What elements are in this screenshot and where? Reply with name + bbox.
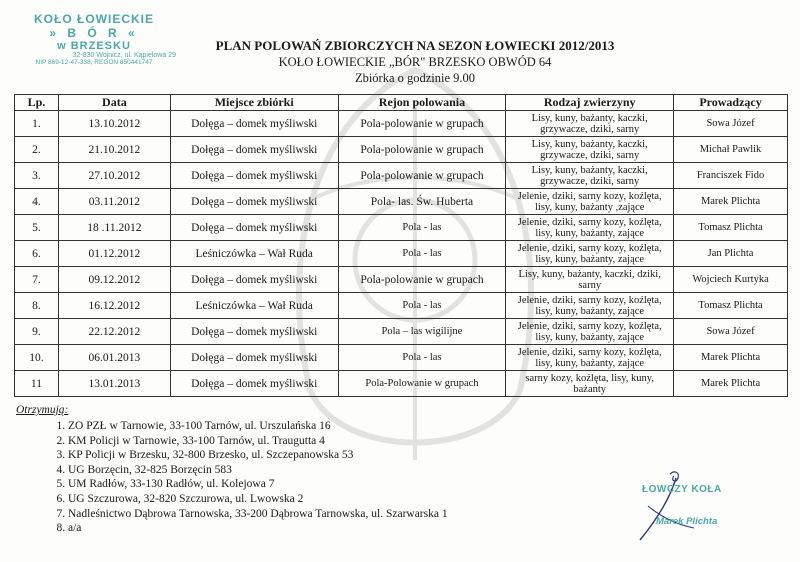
row-place: Dołęga – domek myśliwski	[170, 215, 338, 241]
column-header-date: Data	[58, 95, 170, 111]
row-place: Dołęga – domek myśliwski	[170, 163, 338, 189]
row-game: Jelenie, dziki, sarny kozy, koźlęta, lisy, kuny, bażanty, zające	[506, 293, 674, 319]
club-stamp-address: 32-830 Wojnicz, ul. Kąpielowa 29	[72, 52, 176, 59]
row-area: Pola - las	[338, 215, 506, 241]
row-leader: Franciszek Fido	[674, 163, 788, 189]
row-leader: Tomasz Plichta	[674, 215, 788, 241]
row-leader: Jan Plichta	[674, 241, 788, 267]
document-header	[180, 38, 650, 86]
row-date: 21.10.2012	[58, 137, 170, 163]
row-game: Jelenie, dziki, sarny kozy, koźlęta, lisy, kuny, bażanty, zające	[506, 215, 674, 241]
list-item: 4. UG Borzęcin, 32-825 Borzęcin 583	[68, 463, 448, 478]
club-stamp-line1: KOŁO ŁOWIECKIE	[34, 12, 154, 26]
row-area: Pola- las. Św. Huberta	[338, 189, 506, 215]
row-place: Dołęga – domek myśliwski	[170, 319, 338, 345]
meeting-time: Zbiórka o godzinie 9.00	[354, 71, 476, 85]
row-leader: Marek Plichta	[674, 371, 788, 397]
row-place: Leśniczówka – Wał Ruda	[170, 241, 338, 267]
recipients-heading: Otrzymują:	[16, 404, 69, 416]
recipients-section	[16, 404, 448, 536]
row-date: 16.12.2012	[58, 293, 170, 319]
club-stamp-line3: w BRZESKU	[57, 40, 131, 52]
row-lp: 10.	[15, 345, 59, 371]
row-leader: Tomasz Plichta	[674, 293, 788, 319]
row-lp: 9.	[15, 319, 59, 345]
signature-stamp-name: Marek Plichta	[656, 516, 718, 527]
row-area: Pola - las	[338, 345, 506, 371]
row-date: 27.10.2012	[58, 163, 170, 189]
row-leader: Marek Plichta	[674, 345, 788, 371]
table-header-row	[15, 95, 788, 111]
column-header-place: Miejsce zbiórki	[170, 95, 338, 111]
table-row	[15, 137, 788, 163]
row-place: Dołęga – domek myśliwski	[170, 371, 338, 397]
list-item: 3. KP Policji w Brzesku, 32-800 Brzesko, ul. Szczepanowska 53	[68, 448, 448, 463]
row-area: Pola-Polowanie w grupach	[338, 371, 506, 397]
row-game: Lisy, kuny, bażanty, kaczki, grzywacze, dziki, sarny	[506, 137, 674, 163]
row-area: Pola-polowanie w grupach	[338, 163, 506, 189]
list-item: 7. Nadleśnictwo Dąbrowa Tarnowska, 33-200 Dąbrowa Tarnowska, ul. Szarwarska 1	[68, 507, 448, 522]
row-place: Leśniczówka – Wał Ruda	[170, 293, 338, 319]
table-row	[15, 163, 788, 189]
row-date: 13.10.2012	[58, 111, 170, 137]
club-stamp-nip: NIP 869-12-47-338, REGON 850441747	[35, 59, 153, 66]
list-item: 6. UG Szczurowa, 32-820 Szczurowa, ul. Lwowska 2	[68, 492, 448, 507]
row-area: Pola – las wigilijne	[338, 319, 506, 345]
hunting-plan-table	[14, 94, 788, 397]
row-game: Jelenie, dziki, sarny kozy, koźlęta, lisy, kuny, bażanty, zające	[506, 319, 674, 345]
row-lp: 11	[15, 371, 59, 397]
row-date: 18 .11.2012	[58, 215, 170, 241]
row-place: Dołęga – domek myśliwski	[170, 111, 338, 137]
row-date: 01.12.2012	[58, 241, 170, 267]
table-row	[15, 215, 788, 241]
row-date: 09.12.2012	[58, 267, 170, 293]
row-lp: 1.	[15, 111, 59, 137]
column-header-lp: Lp.	[15, 95, 59, 111]
table-row	[15, 293, 788, 319]
list-item: 5. UM Radłów, 33-130 Radłów, ul. Kolejowa 7	[68, 477, 448, 492]
row-place: Dołęga – domek myśliwski	[170, 189, 338, 215]
row-game: Jelenie, dziki, sarny kozy, koźlęta, lisy, kuny, bażanty ,zające	[506, 189, 674, 215]
row-date: 22.12.2012	[58, 319, 170, 345]
column-header-leader: Prowadzący	[674, 95, 788, 111]
table-row	[15, 267, 788, 293]
row-lp: 2.	[15, 137, 59, 163]
column-header-area: Rejon polowania	[338, 95, 506, 111]
table-row	[15, 189, 788, 215]
row-area: Pola-polowanie w grupach	[338, 267, 506, 293]
row-area: Pola-polowanie w grupach	[338, 111, 506, 137]
row-game: Lisy, kuny, bażanty, kaczki, grzywacze, dziki, sarny	[506, 163, 674, 189]
row-area: Pola - las	[338, 241, 506, 267]
row-date: 13.01.2013	[58, 371, 170, 397]
row-game: sarny kozy, koźlęta, lisy, kuny, bażanty	[506, 371, 674, 397]
row-place: Dołęga – domek myśliwski	[170, 267, 338, 293]
document-title: PLAN POLOWAŃ ZBIORCZYCH NA SEZON ŁOWIECKI 2012/2013	[215, 38, 615, 53]
row-leader: Sowa Józef	[674, 319, 788, 345]
row-date: 03.11.2012	[58, 189, 170, 215]
row-area: Pola-polowanie w grupach	[338, 137, 506, 163]
column-header-game: Rodzaj zwierzyny	[506, 95, 674, 111]
row-leader: Marek Plichta	[674, 189, 788, 215]
row-leader: Michał Pawlik	[674, 137, 788, 163]
list-item: 2. KM Policji w Tarnowie, 33-100 Tarnów, ul. Traugutta 4	[68, 434, 448, 449]
row-place: Dołęga – domek myśliwski	[170, 345, 338, 371]
table-row	[15, 345, 788, 371]
club-stamp	[8, 12, 180, 66]
recipients-list	[16, 419, 448, 536]
row-game: Lisy, kuny, bażanty, kaczki, grzywacze, dziki, sarny	[506, 111, 674, 137]
signature-stamp-title: ŁOWCZY KOŁA	[642, 484, 722, 495]
table-row	[15, 241, 788, 267]
row-game: Jelenie, dziki, sarny kozy, koźlęta, lisy, kuny, bażanty, zające	[506, 345, 674, 371]
table-row	[15, 111, 788, 137]
list-item: 8. a/a	[68, 521, 448, 536]
table-row	[15, 319, 788, 345]
list-item: 1. ZO PZŁ w Tarnowie, 33-100 Tarnów, ul. Urszulańska 16	[68, 419, 448, 434]
row-lp: 3.	[15, 163, 59, 189]
row-leader: Sowa Józef	[674, 111, 788, 137]
table-row	[15, 371, 788, 397]
handwritten-signature-icon	[630, 468, 760, 548]
row-leader: Wojciech Kurtyka	[674, 267, 788, 293]
row-lp: 5.	[15, 215, 59, 241]
row-game: Jelenie, dziki, sarny kozy, koźlęta, lisy, kuny, bażanty, zające	[506, 241, 674, 267]
row-area: Pola - las	[338, 293, 506, 319]
row-place: Dołęga – domek myśliwski	[170, 137, 338, 163]
row-game: Lisy, kuny, bażanty, kaczki, dziki, sarny	[506, 267, 674, 293]
document-subtitle: KOŁO ŁOWIECKIE „BÓR" BRZESKO OBWÓD 64	[278, 55, 552, 69]
row-lp: 8.	[15, 293, 59, 319]
club-stamp-line2: » B Ó R «	[49, 26, 139, 40]
row-date: 06.01.2013	[58, 345, 170, 371]
row-lp: 4.	[15, 189, 59, 215]
row-lp: 6.	[15, 241, 59, 267]
row-lp: 7.	[15, 267, 59, 293]
